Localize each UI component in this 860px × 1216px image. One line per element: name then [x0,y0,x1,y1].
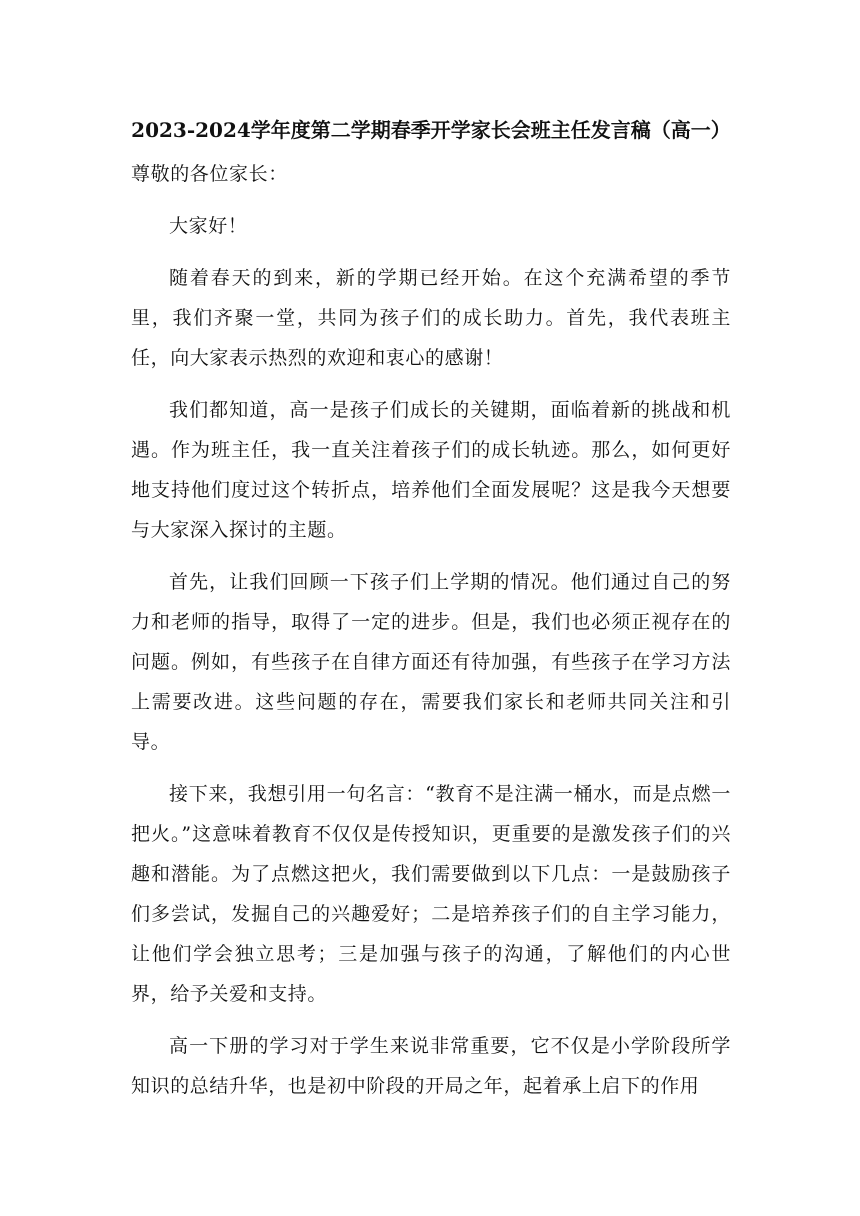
paragraph-topic: 我们都知道，高一是孩子们成长的关键期，面临着新的挑战和机遇。作为班主任，我一直关注着孩子们的成长轨迹。那么，如何更好地支持他们度过这个转折点，培养他们全面发展呢？这是我今天想要与大家深入探讨的主题。 [131,399,731,541]
paragraph-review: 首先，让我们回顾一下孩子们上学期的情况。他们通过自己的努力和老师的指导，取得了一定的进步。但是，我们也必须正视存在的问题。例如，有些孩子在自律方面还有待加强，有些孩子在学习方法上需要改进。这些问题的存在，需要我们家长和老师共同关注和引导。 [131,571,731,753]
paragraph-importance: 高一下册的学习对于学生来说非常重要，它不仅是小学阶段所学知识的总结升华，也是初中阶段的开局之年，起着承上启下的作用 [131,1035,731,1097]
salutation: 尊敬的各位家长： [131,163,288,185]
paragraph-greeting: 大家好！ [169,215,248,237]
paragraph-quote: 接下来，我想引用一句名言：“教育不是注满一桶水，而是点燃一把火。”这意味着教育不仅仅是传授知识，更重要的是激发孩子们的兴趣和潜能。为了点燃这把火，我们需要做到以下几点：一是鼓励孩子们多尝试，发掘自己的兴趣爱好；二是培养孩子们的自主学习能力，让他们学会独立思考；三是加强与孩子的沟通，了解他们的内心世界，给予关爱和支持。 [131,783,731,1005]
document-body [131,114,731,1106]
document-title: 2023-2024学年度第二学期春季开学家长会班主任发言稿（高一） [131,118,731,142]
paragraph-welcome: 随着春天的到来，新的学期已经开始。在这个充满希望的季节里，我们齐聚一堂，共同为孩子们的成长助力。首先，我代表班主任，向大家表示热烈的欢迎和衷心的感谢！ [131,267,731,369]
